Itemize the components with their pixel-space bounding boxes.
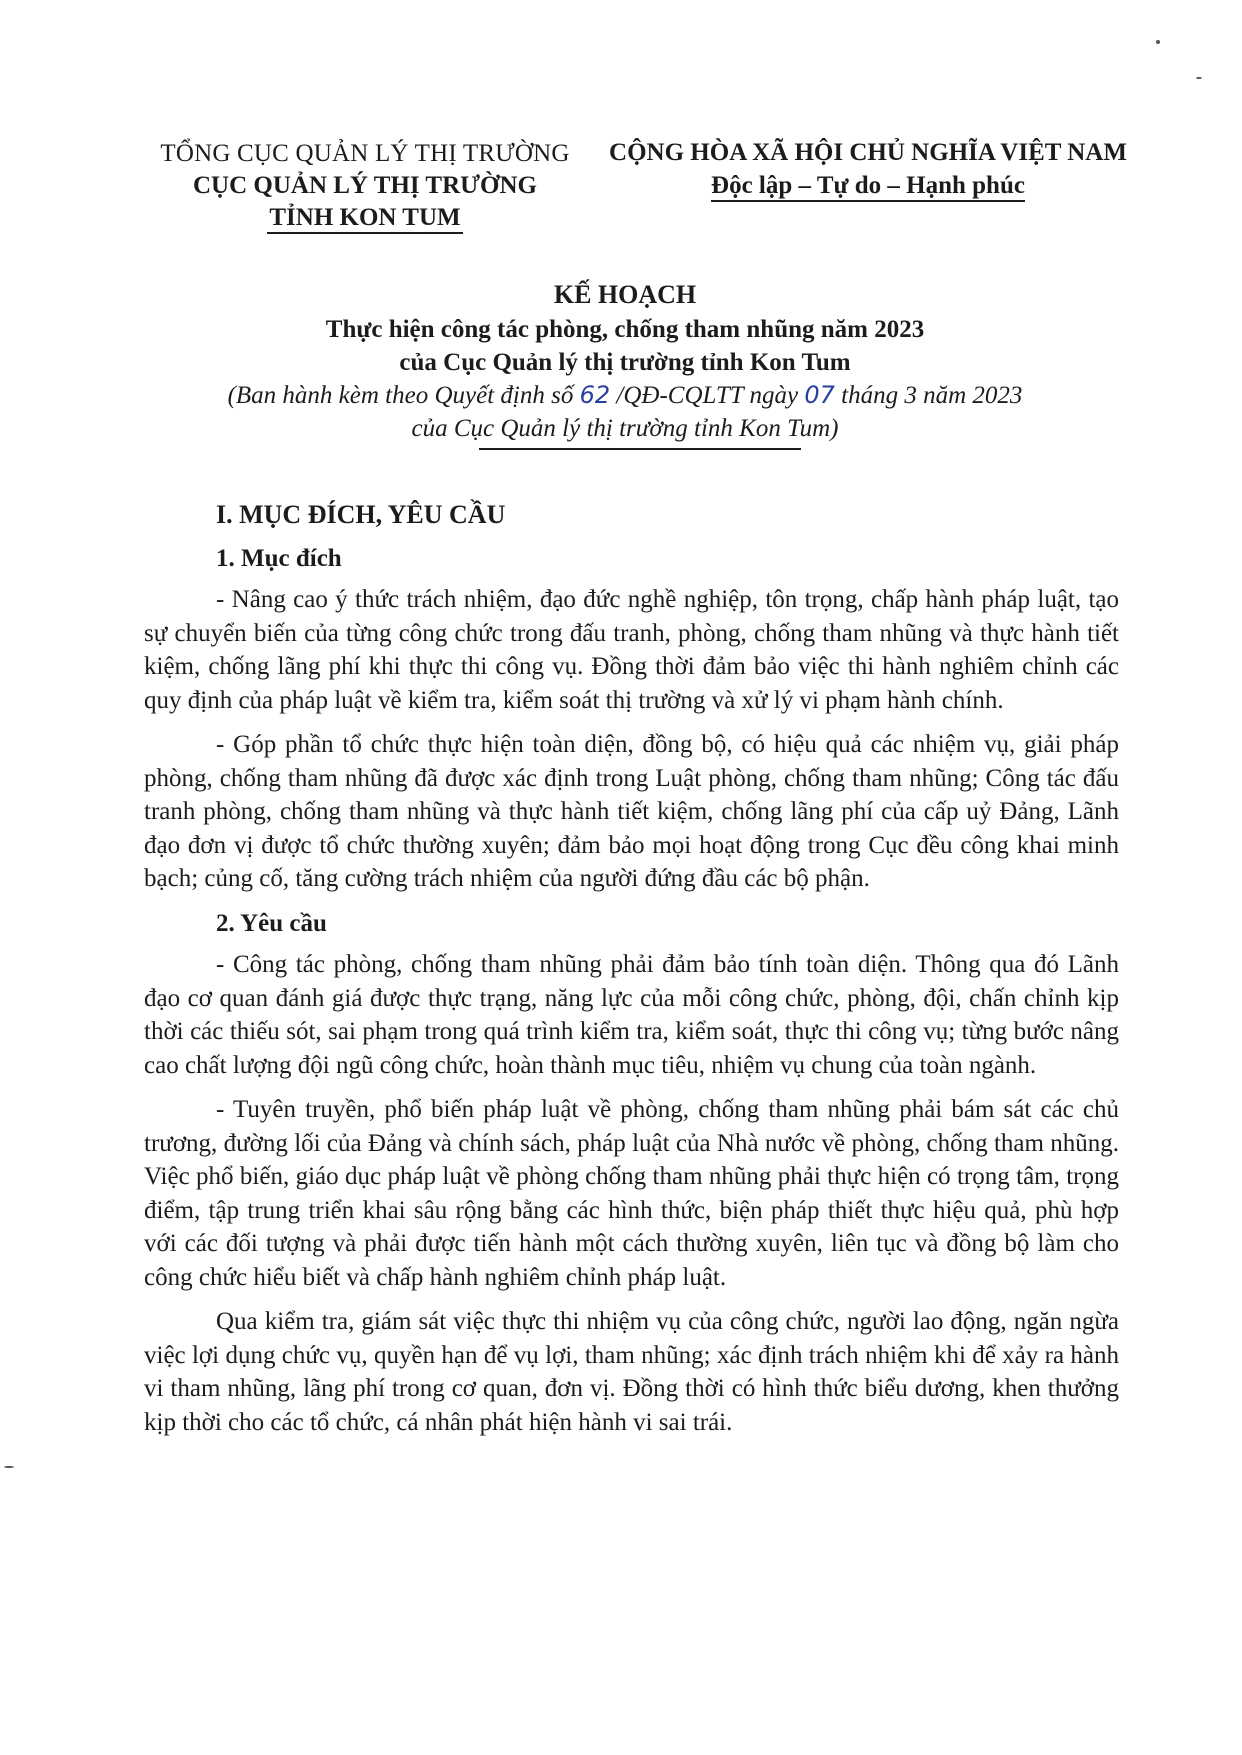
agency-province: TỈNH KON TUM xyxy=(267,204,462,234)
national-motto: Độc lập – Tự do – Hạnh phúc xyxy=(711,172,1025,202)
document-title-line2: của Cục Quản lý thị trường tỉnh Kon Tum xyxy=(399,349,851,376)
subsection-heading-purpose: 1. Mục đích xyxy=(216,544,342,572)
paragraph: - Nâng cao ý thức trách nhiệm, đạo đức nghề nghiệp, tôn trọng, chấp hành pháp luật, tạo sự chuyển biến của từng công chức trong đấu tranh, phòng, chống tham nhũng và thực hành tiết kiệm, chống lãng phí khi thực thi công vụ. Đồng thời đảm bảo việc thi hành nghiêm chỉnh các quy định của pháp luật về kiểm tra, kiểm soát thị trường và xử lý vi phạm hành chính. xyxy=(144,586,1119,714)
handwritten-day: 07 xyxy=(804,381,835,409)
document-body xyxy=(144,498,1119,1450)
title-underline xyxy=(479,448,801,450)
issuing-agency-header xyxy=(135,138,595,234)
issuance-note-line2: của Cục Quản lý thị trường tỉnh Kon Tum) xyxy=(411,415,839,442)
paragraph: Qua kiểm tra, giám sát việc thực thi nhiệm vụ của công chức, người lao động, ngăn ngừa việc lợi dụng chức vụ, quyền hạn để vụ lợi, tham nhũng; xác định trách nhiệm khi để xảy ra hành vi tham nhũng, lãng phí trong cơ quan, đơn vị. Đồng thời có hình thức biểu dương, khen thưởng kịp thời cho các tổ chức, cá nhân phát hiện hành vi sai trái. xyxy=(144,1308,1119,1436)
paragraph: - Công tác phòng, chống tham nhũng phải đảm bảo tính toàn diện. Thông qua đó Lãnh đạo cơ quan đánh giá được thực trạng, năng lực của mỗi công chức, phòng, đội, chấn chỉnh kịp thời các thiếu sót, sai phạm trong quá trình kiểm tra, kiểm soát, thực thi công vụ; từng bước nâng cao chất lượng đội ngũ công chức, hoàn thành mục tiêu, nhiệm vụ chung của toàn ngành. xyxy=(144,951,1119,1079)
document-type: KẾ HOẠCH xyxy=(553,280,697,309)
agency-name: CỤC QUẢN LÝ THỊ TRƯỜNG xyxy=(192,172,538,199)
subsection-heading-requirements: 2. Yêu cầu xyxy=(216,909,327,937)
document-title: Thực hiện công tác phòng, chống tham nhũng năm 2023 xyxy=(325,316,925,343)
issuance-note xyxy=(150,379,1100,412)
national-motto-header xyxy=(598,136,1138,202)
issuance-middle: /QĐ-CQLTT ngày xyxy=(610,382,805,409)
issuance-prefix: (Ban hành kèm theo Quyết định số xyxy=(227,382,580,409)
scan-speck xyxy=(1196,77,1202,79)
section-heading: I. MỤC ĐÍCH, YÊU CẦU xyxy=(216,500,506,529)
parent-agency-name: TỔNG CỤC QUẢN LÝ THỊ TRƯỜNG xyxy=(160,140,570,167)
paragraph: - Tuyên truyền, phổ biến pháp luật về phòng, chống tham nhũng phải bám sát các chủ trương, đường lối của Đảng và chính sách, pháp luật của Nhà nước về phòng, chống tham nhũng. Việc phổ biến, giáo dục pháp luật về phòng chống tham nhũng phải thực hiện có trọng tâm, trọng điểm, tập trung triển khai sâu rộng bằng các hình thức, biện pháp thiết thực hiệu quả, phù hợp với các đối tượng và phải được tiến hành một cách thường xuyên, liên tục và đồng bộ làm cho công chức hiểu biết và chấp hành nghiêm chỉnh pháp luật. xyxy=(144,1096,1119,1291)
document-title-block xyxy=(150,278,1100,445)
paragraph: - Góp phần tổ chức thực hiện toàn diện, đồng bộ, có hiệu quả các nhiệm vụ, giải pháp phòng, chống tham nhũng đã được xác định trong Luật phòng, chống tham nhũng; Công tác đấu tranh phòng, chống tham nhũng và thực hành tiết kiệm, chống lãng phí của cấp uỷ Đảng, Lãnh đạo đơn vị được tổ chức thường xuyên; đảm bảo mọi hoạt động trong Cục đều công khai minh bạch; củng cố, tăng cường trách nhiệm của người đứng đầu các bộ phận. xyxy=(144,731,1119,892)
handwritten-decision-number: 62 xyxy=(579,381,611,409)
scan-speck xyxy=(1156,40,1160,44)
issuance-suffix: tháng 3 năm 2023 xyxy=(834,382,1023,409)
country-name: CỘNG HÒA XÃ HỘI CHỦ NGHĨA VIỆT NAM xyxy=(609,139,1127,166)
scan-speck xyxy=(4,1466,14,1468)
